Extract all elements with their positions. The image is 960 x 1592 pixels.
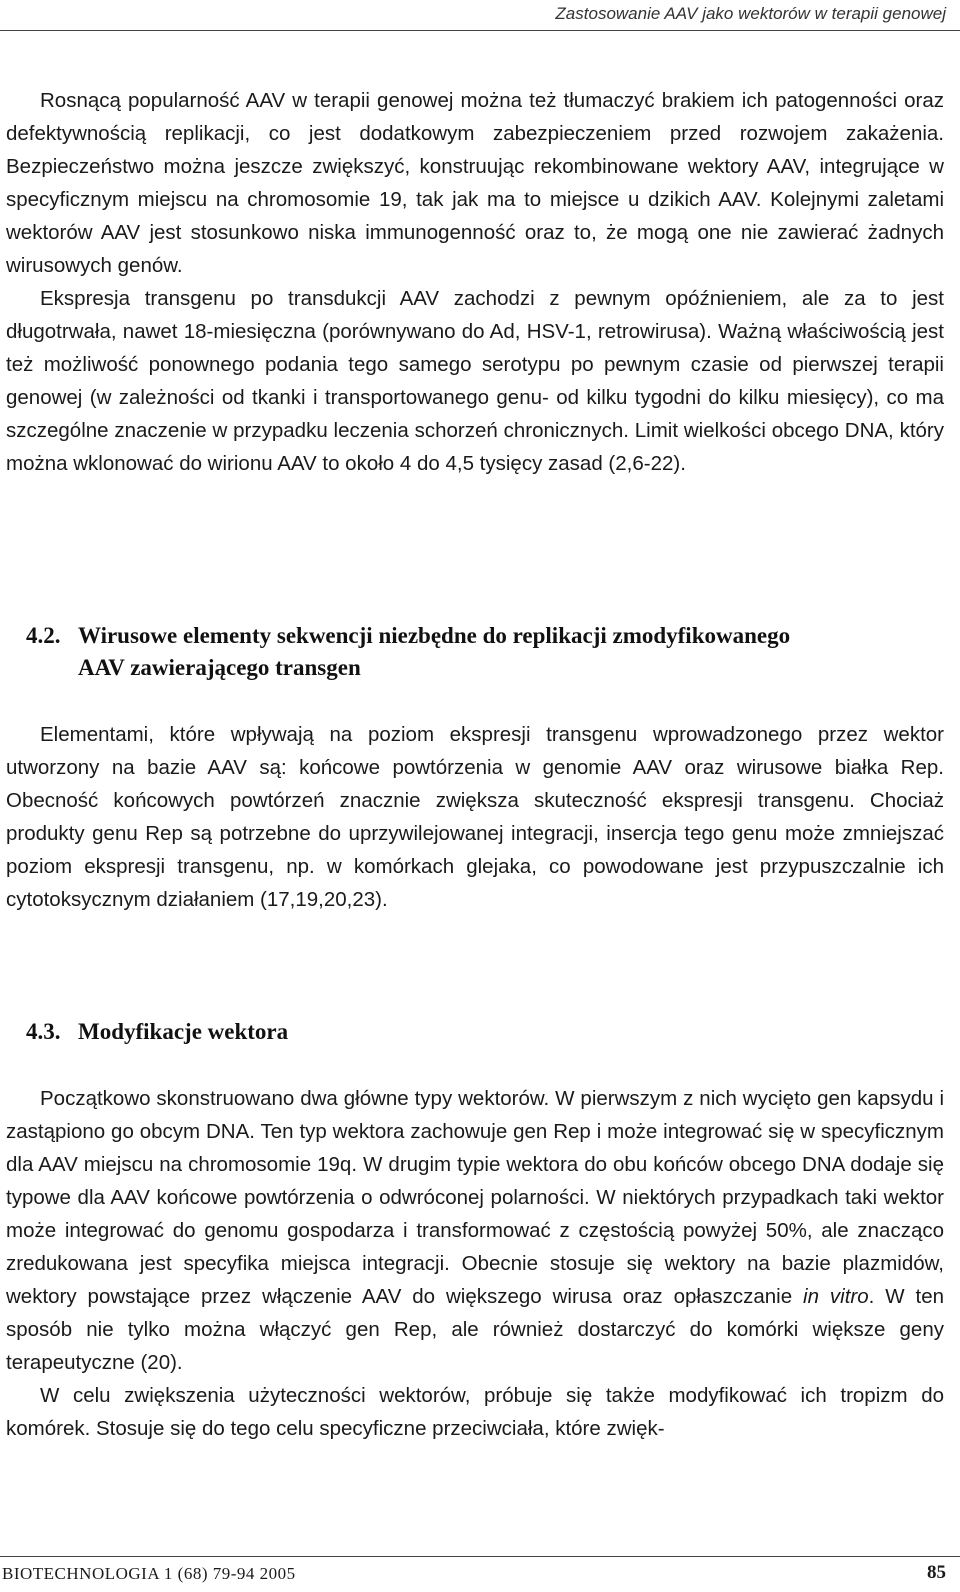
- section-title: Modyfikacje wektora: [78, 1019, 289, 1044]
- paragraph-transgene-expression: Ekspresja transgenu po transdukcji AAV zachodzi z pewnym opóźnieniem, ale za to jest długotrwała, nawet 18-miesięczna (porównywano do Ad, HSV-1, retrowirusa). Ważną właściwością jest też możliwość ponownego podania tego samego serotypu po pewnym czasie od pierwszej terapii genowej (w zależności od tkanki i transportowanego genu- od kilku tygodni do kilku miesięcy), co ma szczególne znaczenie w przypadku leczenia schorzeń chronicznych. Limit wielkości obcego DNA, który można wklonować do wirionu AAV to około 4 do 4,5 tysięcy zasad (2,6-22).: [6, 287, 944, 475]
- section-number: 4.3.: [26, 1019, 61, 1044]
- paragraph-vector-types: [6, 1082, 944, 1379]
- paragraph-aav-popularity: Rosnącą popularność AAV w terapii genowej można też tłumaczyć brakiem ich patogenności oraz defektywnością replikacji, co jest dodatkowym zabezpieczeniem przed rozwojem zakażenia. Bezpieczeństwo można jeszcze zwiększyć, konstruując rekombinowane wektory AAV, integrujące w specyficznym miejscu na chromosomie 19, tak jak ma to miejsce u dzikich AAV. Kolejnymi zaletami wektorów AAV jest stosunkowo niska immunogenność oraz to, że mogą one nie zawierać żadnych wirusowych genów.: [6, 89, 944, 277]
- section-title-line1: Wirusowe elementy sekwencji niezbędne do replikacji zmodyfikowanego: [78, 623, 791, 648]
- running-header: Zastosowanie AAV jako wektorów w terapii genowej: [555, 4, 946, 23]
- italic-term: in vitro: [803, 1285, 869, 1308]
- page-number: 85: [927, 1562, 946, 1583]
- footer-divider: [0, 1556, 960, 1557]
- paragraph-viral-elements: Elementami, które wpływają na poziom ekspresji transgenu wprowadzonego przez wektor utworzony na bazie AAV są: końcowe powtórzenia w genomie AAV oraz wirusowe białka Rep. Obecność końcowych powtórzeń znacznie zwiększa skuteczność ekspresji transgenu. Chociaż produkty genu Rep są potrzebne do uprzywilejowanej integracji, insercja tego genu może zmniejszać poziom ekspresji transgenu, np. w komórkach glejaka, co powodowane jest przypuszczalnie ich cytotoksycznym działaniem (17,19,20,23).: [6, 723, 944, 911]
- paragraph-tropism: W celu zwiększenia użyteczności wektorów, próbuje się także modyfikować ich tropizm do komórek. Stosuje się do tego celu specyficzne przeciwciała, które zwięk-: [6, 1384, 944, 1440]
- header-divider: [0, 30, 960, 31]
- section-heading-4-3: [26, 1016, 946, 1048]
- section-heading-4-2: [26, 620, 946, 684]
- section-title-line2: AAV zawierającego transgen: [78, 655, 361, 680]
- paragraph-text: . W ten sposób nie tylko można włączyć gen Rep, ale również dostarczyć do komórki większe geny terapeutyczne (20).: [6, 1285, 944, 1374]
- section-4-3-text-block: [6, 1082, 944, 1445]
- section-4-2-text-block: [6, 718, 944, 916]
- journal-citation: BIOTECHNOLOGIA 1 (68) 79-94 2005: [2, 1564, 296, 1583]
- paragraph-text: Początkowo skonstruowano dwa główne typy wektorów. W pierwszym z nich wycięto gen kapsydu i zastąpiono go obcym DNA. Ten typ wektora zachowuje gen Rep i może integrować się w specyficznym dla AAV miejscu na chromosomie 19q. W drugim typie wektora do obu końców obcego DNA dodaje się typowe dla AAV końcowe powtórzenia o odwróconej polarności. W niektórych przypadkach taki wektor może integrować do genomu gospodarza i transformować z częstością powyżej 50%, ale znacząco zredukowana jest specyfika miejsca integracji. Obecnie stosuje się wektory na bazie plazmidów, wektory powstające przez włączenie AAV do większego wirusa oraz opłaszczanie: [6, 1087, 944, 1308]
- section-number: 4.2.: [26, 623, 61, 648]
- intro-text-block: [6, 84, 944, 480]
